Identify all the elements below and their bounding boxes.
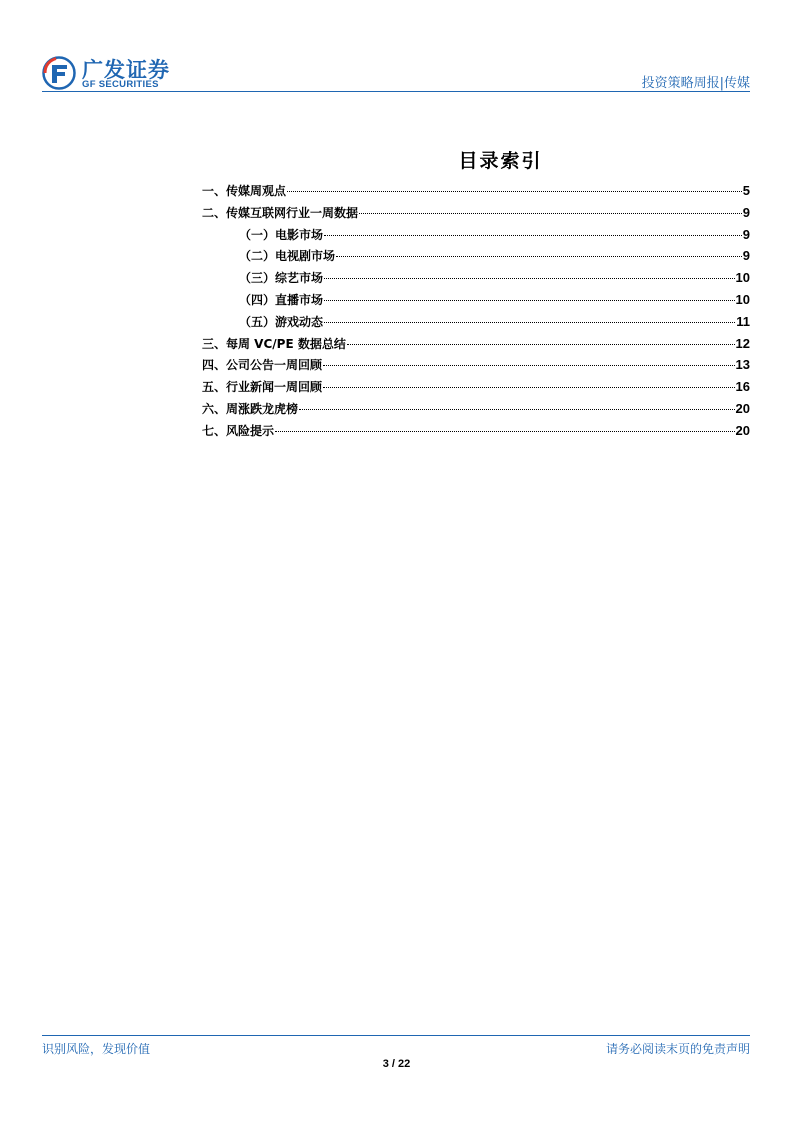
toc-dot-leader bbox=[275, 431, 735, 432]
toc-entry-page: 10 bbox=[735, 270, 750, 286]
toc-entry[interactable] bbox=[202, 376, 750, 398]
toc-dot-leader bbox=[359, 213, 742, 214]
toc-entry-page: 16 bbox=[735, 379, 750, 395]
toc-entry[interactable] bbox=[202, 289, 750, 311]
toc-entry-label: 七、风险提示 bbox=[202, 423, 275, 438]
toc-entry-page: 10 bbox=[735, 291, 750, 307]
toc-entry-label: 一、传媒周观点 bbox=[202, 184, 287, 198]
toc-dot-leader bbox=[323, 365, 735, 366]
toc-entry-page: 9 bbox=[742, 248, 750, 264]
toc-entry-label: 四、公司公告一周回顾 bbox=[202, 358, 323, 373]
toc-entry[interactable] bbox=[202, 398, 750, 420]
toc-entry-page: 9 bbox=[742, 226, 750, 242]
gf-logo-icon bbox=[42, 56, 76, 90]
page-header bbox=[42, 54, 750, 94]
toc-dot-leader bbox=[324, 300, 735, 301]
footer-divider bbox=[42, 1035, 750, 1036]
toc-entry[interactable] bbox=[202, 420, 750, 442]
logo-chinese-name: 广发证券 bbox=[82, 58, 170, 82]
toc-title: 目录索引 bbox=[458, 150, 543, 172]
toc-dot-leader bbox=[324, 322, 735, 323]
toc-entry-page: 11 bbox=[736, 313, 750, 329]
toc-entry-label: （二）电视剧市场 bbox=[239, 249, 336, 264]
toc-entry-label: （三）综艺市场 bbox=[239, 271, 324, 286]
toc-entry[interactable] bbox=[202, 245, 750, 267]
company-logo bbox=[42, 54, 222, 92]
toc-dot-leader bbox=[324, 278, 735, 279]
toc-entry-page: 20 bbox=[735, 422, 750, 438]
toc-dot-leader bbox=[324, 235, 742, 236]
toc-dot-leader bbox=[336, 256, 742, 257]
toc-entry[interactable] bbox=[202, 180, 750, 202]
logo-english-name: GF SECURITIES bbox=[82, 79, 159, 90]
toc-entry[interactable] bbox=[202, 354, 750, 376]
toc-entry[interactable] bbox=[202, 333, 750, 355]
toc-entry-page: 13 bbox=[735, 357, 750, 373]
toc-dot-leader bbox=[347, 344, 735, 345]
toc-dot-leader bbox=[287, 191, 742, 192]
toc-list bbox=[202, 180, 750, 442]
toc-entry-label: 二、传媒互联网行业一周数据 bbox=[202, 205, 359, 220]
page-number: 3 / 22 bbox=[382, 1058, 411, 1070]
footer-slogan: 识别风险，发现价值 bbox=[42, 1042, 151, 1056]
toc-entry[interactable] bbox=[202, 267, 750, 289]
toc-entry[interactable] bbox=[202, 224, 750, 246]
toc-entry-page: 20 bbox=[735, 400, 750, 416]
toc-entry-label: （四）直播市场 bbox=[239, 292, 324, 307]
toc-entry-label: 六、周涨跌龙虎榜 bbox=[202, 401, 299, 416]
toc-dot-leader bbox=[299, 409, 735, 410]
toc-entry-label: 三、每周 VC/PE 数据总结 bbox=[202, 336, 346, 351]
toc-entry-page: 5 bbox=[742, 183, 750, 198]
toc-entry-label: （一）电影市场 bbox=[239, 227, 324, 242]
header-divider bbox=[42, 91, 750, 92]
toc-entry-label: （五）游戏动态 bbox=[239, 314, 324, 329]
toc-entry-page: 12 bbox=[735, 335, 750, 351]
toc-entry[interactable] bbox=[202, 311, 750, 333]
toc-entry-label: 五、行业新闻一周回顾 bbox=[202, 380, 323, 395]
toc-dot-leader bbox=[323, 387, 735, 388]
report-type: 投资策略周报|传媒 bbox=[641, 76, 750, 91]
footer-disclaimer-note: 请务必阅读末页的免责声明 bbox=[605, 1042, 750, 1056]
toc-entry-page: 9 bbox=[742, 204, 750, 220]
toc-entry[interactable] bbox=[202, 202, 750, 224]
